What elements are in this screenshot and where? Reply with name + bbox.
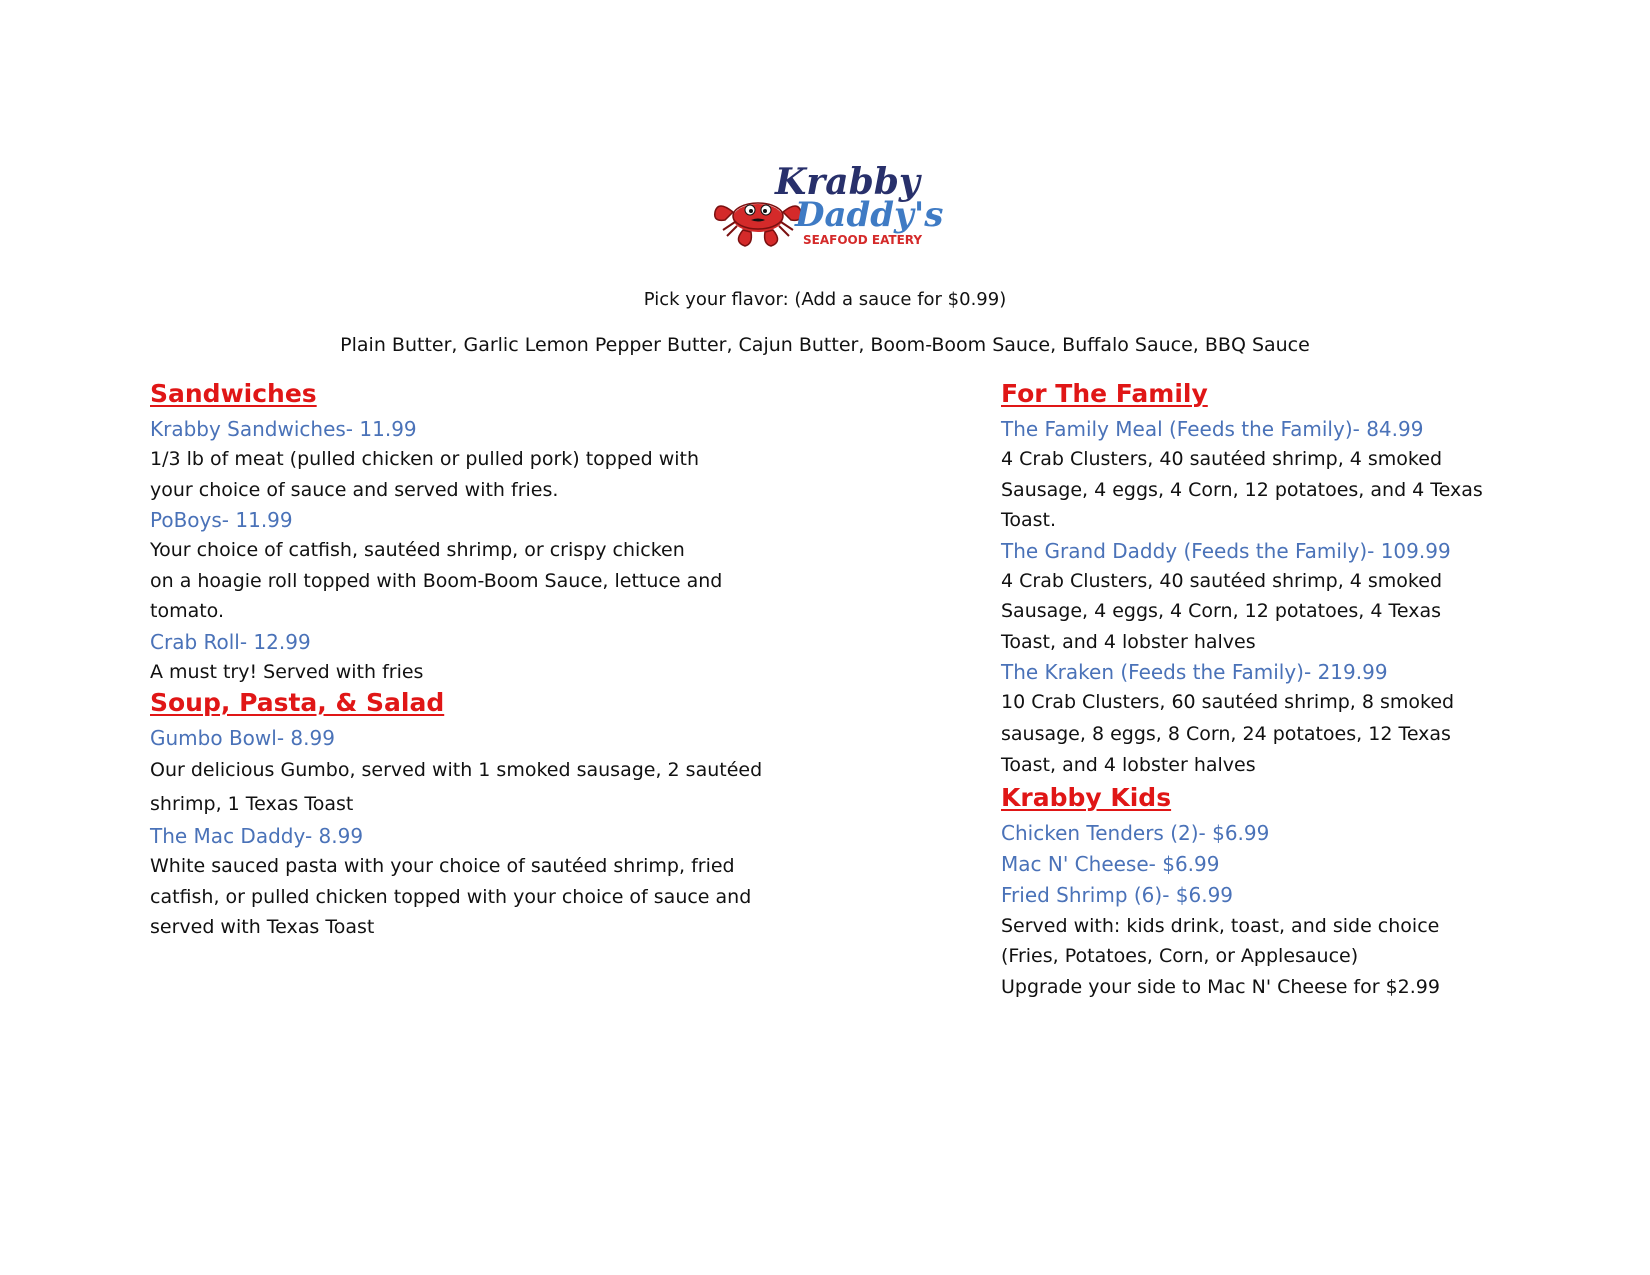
menu-item-desc: A must try! Served with fries xyxy=(150,660,424,683)
logo-line2: Daddy's xyxy=(795,195,944,235)
menu-item-desc: White sauced pasta with your choice of sautéed shrimp, fried xyxy=(150,855,735,877)
menu-item-desc: your choice of sauce and served with fries. xyxy=(150,478,559,501)
menu-item-desc: Served with: kids drink, toast, and side choice xyxy=(1001,914,1440,937)
kids-items xyxy=(1001,818,1521,911)
menu-item-desc: served with Texas Toast xyxy=(150,916,375,938)
menu-item-title: Crab Roll- 12.99 xyxy=(150,629,311,654)
left-column xyxy=(150,378,830,943)
menu-item-desc: Upgrade your side to Mac N' Cheese for $2.99 xyxy=(1001,975,1440,998)
menu-item-title: PoBoys- 11.99 xyxy=(150,508,293,532)
menu-item-title: Mac N' Cheese- $6.99 xyxy=(1001,851,1220,876)
menu-item-title: The Mac Daddy- 8.99 xyxy=(150,824,364,848)
menu-item-title: Gumbo Bowl- 8.99 xyxy=(150,726,335,750)
menu-item-title: The Family Meal (Feeds the Family)- 84.99 xyxy=(1001,417,1424,441)
menu-item-desc: Sausage, 4 eggs, 4 Corn, 12 potatoes, 4 Texas xyxy=(1001,600,1442,622)
flavor-list: Plain Butter, Garlic Lemon Pepper Butter, Cajun Butter, Boom-Boom Sauce, Buffalo Sauce, BBQ Sauce xyxy=(340,334,1310,356)
menu-item-title: The Kraken (Feeds the Family)- 219.99 xyxy=(1001,660,1388,684)
logo-tagline: SEAFOOD EATERY xyxy=(803,233,923,247)
menu-item-desc: on a hoagie roll topped with Boom-Boom Sauce, lettuce and xyxy=(150,569,723,592)
menu-item-desc: 10 Crab Clusters, 60 sautéed shrimp, 8 smoked xyxy=(1001,691,1455,713)
menu-item-title: Fried Shrimp (6)- $6.99 xyxy=(1001,882,1234,907)
krabby-daddys-logo xyxy=(703,160,963,260)
menu-item-desc: Toast, and 4 lobster halves xyxy=(1001,754,1256,776)
logo-line1: Krabby xyxy=(775,161,920,203)
crab-icon xyxy=(715,203,802,246)
section-title-sandwiches: Sandwiches xyxy=(150,379,317,408)
menu-item-desc: shrimp, 1 Texas Toast xyxy=(150,793,354,815)
menu-item-desc: 4 Crab Clusters, 40 sautéed shrimp, 4 smoked xyxy=(1001,448,1443,470)
menu-item-desc: 1/3 lb of meat (pulled chicken or pulled pork) topped with xyxy=(150,448,700,470)
menu-item-desc: Sausage, 4 eggs, 4 Corn, 12 potatoes, and 4 Texas xyxy=(1001,478,1483,501)
menu-item-desc: Our delicious Gumbo, served with 1 smoked sausage, 2 sautéed xyxy=(150,759,763,781)
menu-item-desc: Your choice of catfish, sautéed shrimp, or crispy chicken xyxy=(150,539,685,561)
menu-item-desc: Toast. xyxy=(1001,509,1057,531)
menu-item-title: Chicken Tenders (2)- $6.99 xyxy=(1001,820,1270,845)
section-title-for-the-family: For The Family xyxy=(1001,379,1208,408)
menu-item-desc: Toast, and 4 lobster halves xyxy=(1001,630,1256,653)
menu-item-desc: (Fries, Potatoes, Corn, or Applesauce) xyxy=(1001,945,1359,967)
right-column xyxy=(1001,378,1521,1002)
menu-item-desc: 4 Crab Clusters, 40 sautéed shrimp, 4 smoked xyxy=(1001,569,1443,592)
section-title-krabby-kids: Krabby Kids xyxy=(1001,782,1172,812)
menu-item-desc: sausage, 8 eggs, 8 Corn, 24 potatoes, 12 Texas xyxy=(1001,722,1451,745)
menu-item-desc: catfish, or pulled chicken topped with your choice of sauce and xyxy=(150,885,752,908)
menu-item-title: Krabby Sandwiches- 11.99 xyxy=(150,417,417,441)
menu-item-desc: tomato. xyxy=(150,600,225,622)
flavor-heading: Pick your flavor: (Add a sauce for $0.99) xyxy=(643,289,1007,310)
section-title-soup-pasta-salad: Soup, Pasta, & Salad xyxy=(150,688,445,717)
menu-item-title: The Grand Daddy (Feeds the Family)- 109.99 xyxy=(1001,538,1451,563)
